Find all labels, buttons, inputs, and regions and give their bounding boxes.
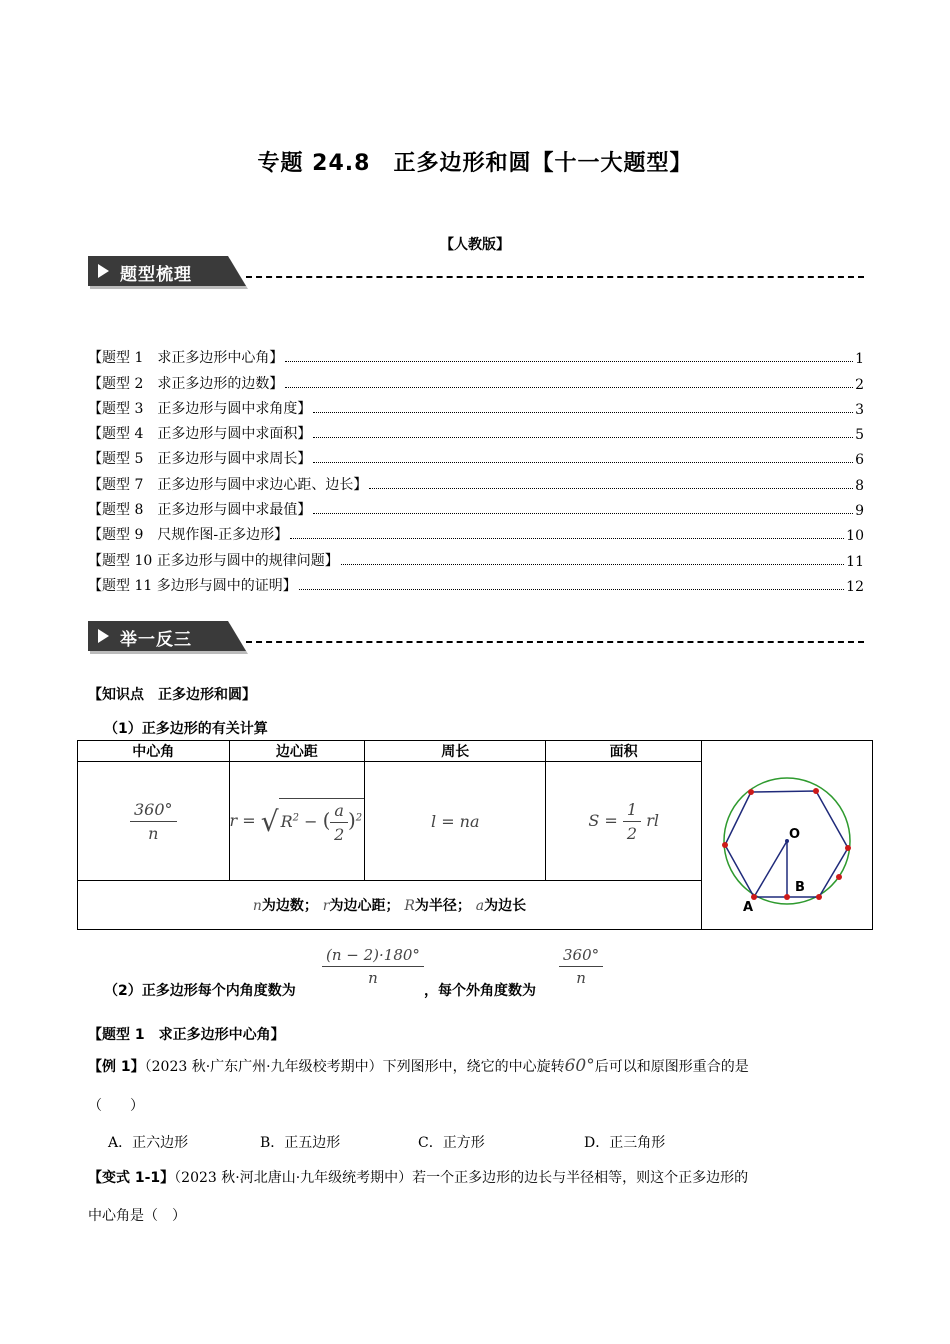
toc-entry[interactable]: 【题型 1 求正多边形中心角】 1 <box>88 350 864 368</box>
header-apothem: 边心距 <box>229 741 365 762</box>
apothem-formula: r = √ $R^2$ − ( $\frac{a}{2}$ )$^2$ <box>229 762 365 881</box>
toc-banner-label: 题型梳理 <box>120 265 192 285</box>
area-formula: S = $\frac{1}{2}$ rl <box>546 762 702 881</box>
example-1-paren: （ ） <box>88 1098 144 1114</box>
toc-section-banner <box>88 256 864 290</box>
option-d[interactable]: D．正三角形 <box>584 1135 666 1151</box>
angle-formulas: （2）正多边形每个内角度数为 $\frac{(n - 2)\cdot 180^\circ}{n}$ ，每个外角度数为 $\frac{360^\circ}{n}$ <box>104 950 704 1002</box>
practice-banner-label: 举一反三 <box>120 630 192 650</box>
type1-heading: 【题型 1 求正多边形中心角】 <box>88 1027 285 1043</box>
header-central-angle: 中心角 <box>78 741 230 762</box>
polygon-figure-cell <box>701 741 872 930</box>
header-perimeter: 周长 <box>365 741 546 762</box>
play-triangle-icon <box>98 629 109 643</box>
header-area: 面积 <box>546 741 702 762</box>
dashed-divider <box>246 276 864 278</box>
formula-table <box>77 740 873 930</box>
option-b[interactable]: B．正五边形 <box>260 1135 341 1151</box>
page-title: 专题 24.8 正多边形和圆【十一大题型】 <box>257 151 693 176</box>
label-A: A <box>742 900 754 915</box>
toc-entry[interactable]: 【题型 9 尺规作图-正多边形】 10 <box>88 527 864 545</box>
toc-entry[interactable]: 【题型 10 正多边形与圆中的规律问题】 11 <box>88 552 864 570</box>
toc-entry[interactable]: 【题型 2 求正多边形的边数】 2 <box>88 375 864 393</box>
symbol-legend: n为边数； r为边心距； R为半径； a为边长 <box>78 881 702 930</box>
label-B: B <box>794 880 805 895</box>
edition-label: 【人教版】 <box>440 237 510 253</box>
example-1-options <box>108 1132 808 1152</box>
toc-entry[interactable]: 【题型 7 正多边形与圆中求边心距、边长】 8 <box>88 476 864 494</box>
table-of-contents <box>88 342 864 595</box>
calc-heading: （1）正多边形的有关计算 <box>104 721 268 737</box>
variant-1-1: 【变式 1-1】（2023 秋·河北唐山·九年级统考期中）若一个正多边形的边长与半径相等，则这个正多边形的 <box>88 1170 749 1186</box>
inscribed-polygon-figure <box>703 741 871 925</box>
toc-entry[interactable]: 【题型 3 正多边形与圆中求角度】 3 <box>88 400 864 418</box>
option-c[interactable]: C．正方形 <box>418 1135 485 1151</box>
label-O: O <box>788 827 801 842</box>
central-angle-formula: $\frac{360^\circ}{n}$ <box>78 762 230 881</box>
example-1: 【例 1】（2023 秋·广东广州·九年级校考期中）下列图形中，绕它的中心旋转60°后可以和原图形重合的是 <box>88 1056 749 1076</box>
toc-entry[interactable]: 【题型 8 正多边形与圆中求最值】 9 <box>88 502 864 520</box>
perimeter-formula: l = na <box>365 762 546 881</box>
play-triangle-icon <box>98 264 109 278</box>
toc-entry[interactable]: 【题型 5 正多边形与圆中求周长】 6 <box>88 451 864 469</box>
toc-entry[interactable]: 【题型 11 多边形与圆中的证明】 12 <box>88 577 864 595</box>
practice-section-banner <box>88 621 864 655</box>
option-a[interactable]: A．正六边形 <box>108 1135 189 1151</box>
toc-entry[interactable]: 【题型 4 正多边形与圆中求面积】 5 <box>88 426 864 444</box>
dashed-divider <box>246 641 864 643</box>
knowledge-heading: 【知识点 正多边形和圆】 <box>88 687 256 703</box>
variant-1-1-cont: 中心角是（ ） <box>88 1208 186 1224</box>
